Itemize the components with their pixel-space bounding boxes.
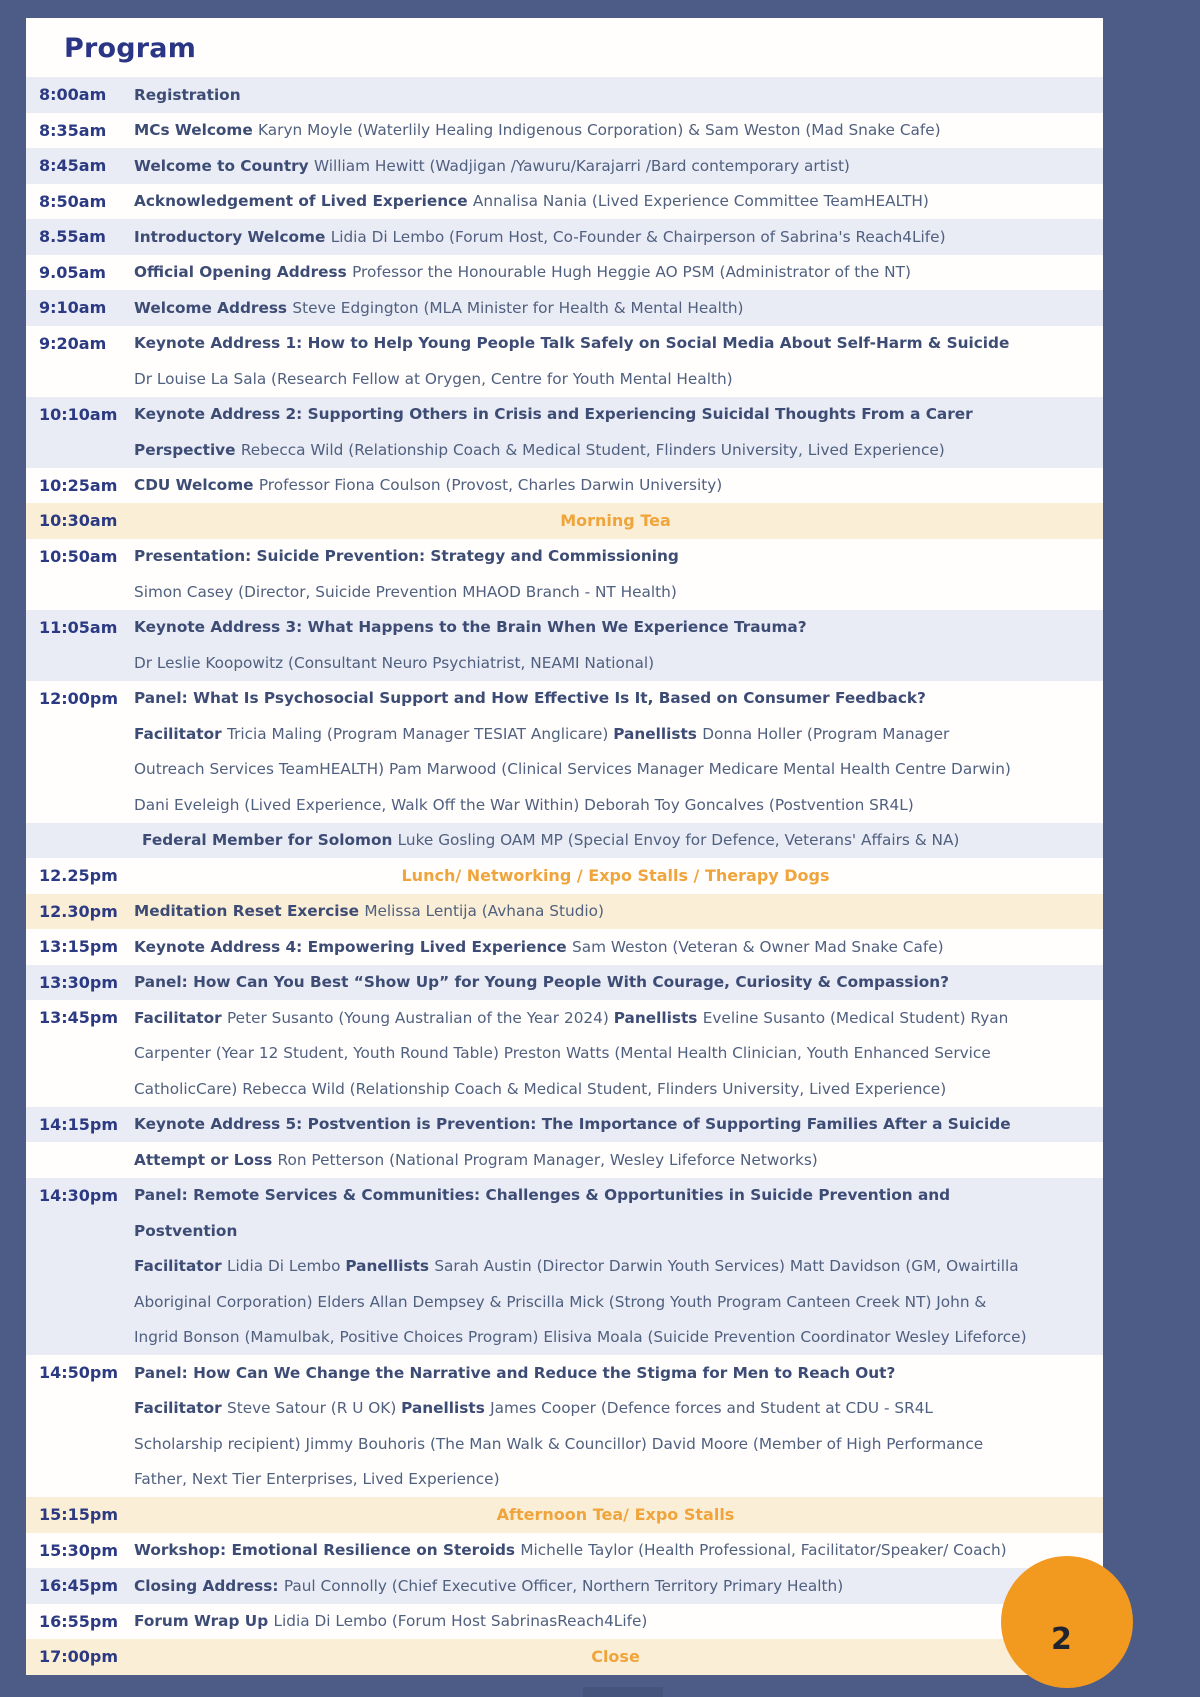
- event-text: [134, 618, 1103, 636]
- event-title: Panellists: [401, 1399, 491, 1418]
- event-text: [134, 157, 1103, 175]
- event-text: [134, 1577, 1103, 1595]
- program-line: [26, 894, 1103, 930]
- event-detail: Tricia Maling (Program Manager TESIAT Anglicare): [227, 724, 614, 743]
- event-title: Postvention: [134, 1221, 238, 1240]
- program-line: [26, 1036, 1103, 1072]
- event-text: [134, 86, 1103, 104]
- program-line: [26, 290, 1103, 326]
- event-detail: Professor Fiona Coulson (Provost, Charles Darwin University): [258, 476, 723, 495]
- break-label: Morning Tea: [560, 511, 671, 531]
- program-line: [26, 1249, 1103, 1285]
- event-text: [134, 1115, 1103, 1133]
- program-line: [26, 1284, 1103, 1320]
- event-text: [134, 831, 1103, 849]
- program-line: [26, 1000, 1103, 1036]
- program-line: [26, 1391, 1103, 1427]
- program-line: [26, 752, 1103, 788]
- event-detail: James Cooper (Defence forces and Student at CDU - SR4L: [490, 1399, 933, 1418]
- time-cell: 9:10am: [39, 298, 107, 318]
- program-line: [26, 1142, 1103, 1178]
- event-detail: Donna Holler (Program Manager: [702, 724, 950, 743]
- event-text: [134, 1435, 1103, 1453]
- event-text: [134, 1399, 1103, 1417]
- program-line: [26, 1213, 1103, 1249]
- program-line: [26, 823, 1103, 859]
- event-detail: Simon Casey (Director, Suicide Prevention MHAOD Branch - NT Health): [134, 582, 677, 601]
- event-title: Panel: What Is Psychosocial Support and How Effective Is It, Based on Consumer Feedback?: [134, 689, 926, 708]
- program-line: [26, 574, 1103, 610]
- program-line: [26, 1533, 1103, 1569]
- time-cell: 15:30pm: [39, 1540, 119, 1560]
- program-line: [26, 468, 1103, 504]
- time-cell: 11:05am: [39, 617, 118, 637]
- event-detail: Ron Petterson (National Program Manager, Wesley Lifeforce Networks): [277, 1150, 818, 1169]
- bottom-tab: [583, 1687, 663, 1697]
- program-table: [26, 77, 1103, 1675]
- program-line: [26, 1178, 1103, 1214]
- event-text: [134, 725, 1103, 743]
- break-label: Afternoon Tea/ Expo Stalls: [496, 1505, 735, 1525]
- event-title: Presentation: Suicide Prevention: Strategy and Commissioning: [134, 547, 679, 566]
- event-detail: Peter Susanto (Young Australian of the Year 2024): [227, 1008, 614, 1027]
- event-title: Workshop: Emotional Resilience on Steroids: [134, 1541, 521, 1560]
- event-title: Forum Wrap Up: [134, 1612, 274, 1631]
- program-line: [26, 219, 1103, 255]
- event-text: [134, 973, 1103, 991]
- event-title: Federal Member for Solomon: [142, 831, 398, 850]
- event-detail: Outreach Services TeamHEALTH) Pam Marwood (Clinical Services Manager Medicare Mental Health Centre Darwin): [134, 760, 1011, 779]
- program-line: [26, 184, 1103, 220]
- time-cell: 13:45pm: [39, 1008, 119, 1028]
- event-text: [134, 121, 1103, 139]
- program-line: [26, 929, 1103, 965]
- event-title: CDU Welcome: [134, 476, 259, 495]
- event-text: [134, 476, 1103, 494]
- program-line: [26, 1426, 1103, 1462]
- program-line: [26, 77, 1103, 113]
- event-text: [134, 1222, 1103, 1240]
- event-title: Closing Address:: [134, 1576, 284, 1595]
- program-line: [26, 1639, 1103, 1675]
- event-text: [134, 511, 1103, 530]
- time-cell: 9:20am: [39, 333, 107, 353]
- event-text: [134, 299, 1103, 317]
- program-line: [26, 539, 1103, 575]
- program-line: [26, 716, 1103, 752]
- event-title: Meditation Reset Exercise: [134, 902, 365, 921]
- event-text: [134, 1364, 1103, 1382]
- event-detail: Scholarship recipient) Jimmy Bouhoris (The Man Walk & Councillor) David Moore (Member of High Performance: [134, 1434, 984, 1453]
- time-cell: 16:45pm: [39, 1576, 119, 1596]
- event-title: Facilitator: [134, 1257, 227, 1276]
- program-line: [26, 965, 1103, 1001]
- time-cell: 13:30pm: [39, 972, 119, 992]
- event-text: [134, 1647, 1103, 1666]
- program-line: [26, 1320, 1103, 1356]
- event-detail: Melissa Lentija (Avhana Studio): [364, 902, 604, 921]
- event-title: Perspective: [134, 440, 241, 459]
- event-text: [134, 1328, 1103, 1346]
- event-text: [134, 1009, 1103, 1027]
- time-cell: 14:15pm: [39, 1114, 119, 1134]
- event-text: [134, 1612, 1103, 1630]
- event-detail: Eveline Susanto (Medical Student) Ryan: [702, 1008, 1009, 1027]
- event-detail: Ingrid Bonson (Mamulbak, Positive Choices Program) Elisiva Moala (Suicide Prevention Coordinator Wesley Lifeforce): [134, 1328, 1027, 1347]
- event-title: Keynote Address 4: Empowering Lived Experience: [134, 937, 573, 956]
- event-title: Welcome to Country: [134, 156, 314, 175]
- event-title: Panel: How Can We Change the Narrative and Reduce the Stigma for Men to Reach Out?: [134, 1363, 896, 1382]
- event-detail: Carpenter (Year 12 Student, Youth Round Table) Preston Watts (Mental Health Clinician, Youth Enhanced Service: [134, 1044, 991, 1063]
- page-number-badge: [1001, 1556, 1133, 1688]
- program-line: [26, 397, 1103, 433]
- event-title: Panellists: [613, 1008, 703, 1027]
- program-line: [26, 1568, 1103, 1604]
- event-detail: Father, Next Tier Enterprises, Lived Experience): [134, 1470, 500, 1489]
- event-detail: Luke Gosling OAM MP (Special Envoy for Defence, Veterans' Affairs & NA): [397, 831, 960, 850]
- program-line: [26, 610, 1103, 646]
- program-line: [26, 1497, 1103, 1533]
- event-detail: Rebecca Wild (Relationship Coach & Medical Student, Flinders University, Lived Experience): [240, 440, 945, 459]
- event-detail: Lidia Di Lembo (Forum Host, Co-Founder & Chairperson of Sabrina's Reach4Life): [330, 227, 946, 246]
- time-cell: 8:45am: [39, 156, 107, 176]
- event-detail: Sarah Austin (Director Darwin Youth Services) Matt Davidson (GM, Owairtilla: [434, 1257, 1019, 1276]
- time-cell: 8.55am: [39, 227, 106, 247]
- page-title: Program: [64, 33, 197, 64]
- event-detail: Aboriginal Corporation) Elders Allan Dempsey & Priscilla Mick (Strong Youth Program Canteen Creek NT) John &: [134, 1292, 987, 1311]
- event-title: Attempt or Loss: [134, 1150, 278, 1169]
- time-cell: 14:50pm: [39, 1363, 119, 1383]
- program-line: [26, 1462, 1103, 1498]
- time-cell: 17:00pm: [39, 1647, 119, 1667]
- event-text: [134, 1044, 1103, 1062]
- event-text: [134, 1080, 1103, 1098]
- event-text: [134, 547, 1103, 565]
- event-title: Official Opening Address: [134, 263, 353, 282]
- event-title: Keynote Address 2: Supporting Others in Crisis and Experiencing Suicidal Thoughts From a Carer: [134, 405, 973, 424]
- program-line: [26, 148, 1103, 184]
- event-detail: Sam Weston (Veteran & Owner Mad Snake Cafe): [572, 937, 944, 956]
- event-title: Panel: Remote Services & Communities: Challenges & Opportunities in Suicide Prevention and: [134, 1186, 951, 1205]
- event-text: [134, 1293, 1103, 1311]
- time-cell: 12.30pm: [39, 901, 118, 921]
- program-line: [26, 361, 1103, 397]
- time-cell: 14:30pm: [39, 1185, 119, 1205]
- event-text: [134, 192, 1103, 210]
- event-detail: CatholicCare) Rebecca Wild (Relationship Coach & Medical Student, Flinders University, Lived Experience): [134, 1079, 947, 1098]
- program-line: [26, 432, 1103, 468]
- program-line: [26, 681, 1103, 717]
- event-text: [134, 1257, 1103, 1275]
- time-cell: 8:00am: [39, 85, 107, 105]
- event-text: [134, 583, 1103, 601]
- time-cell: 8:50am: [39, 191, 107, 211]
- event-title: Facilitator: [134, 1399, 227, 1418]
- program-page: [26, 18, 1103, 1665]
- event-title: Facilitator: [134, 1008, 227, 1027]
- event-text: [134, 441, 1103, 459]
- event-text: [134, 938, 1103, 956]
- event-text: [134, 1505, 1103, 1524]
- time-cell: 10:50am: [39, 546, 118, 566]
- program-line: [26, 113, 1103, 149]
- event-detail: Karyn Moyle (Waterlily Healing Indigenous Corporation) & Sam Weston (Mad Snake Cafe): [258, 121, 941, 140]
- time-cell: 15:15pm: [39, 1505, 119, 1525]
- event-detail: Michelle Taylor (Health Professional, Facilitator/Speaker/ Coach): [520, 1541, 1007, 1560]
- event-text: [134, 654, 1103, 672]
- event-detail: Paul Connolly (Chief Executive Officer, Northern Territory Primary Health): [283, 1576, 844, 1595]
- program-line: [26, 503, 1103, 539]
- event-text: [134, 1470, 1103, 1488]
- event-detail: Steve Edgington (MLA Minister for Health & Mental Health): [292, 298, 744, 317]
- page-number: 2: [1051, 1622, 1072, 1657]
- event-title: Keynote Address 1: How to Help Young People Talk Safely on Social Media About Self-Harm & Suicide: [134, 334, 1010, 353]
- event-title: Acknowledgement of Lived Experience: [134, 192, 473, 211]
- event-text: [134, 796, 1103, 814]
- event-detail: Dr Leslie Koopowitz (Consultant Neuro Psychiatrist, NEAMI National): [134, 653, 655, 672]
- event-text: [134, 334, 1103, 352]
- event-detail: Dr Louise La Sala (Research Fellow at Orygen, Centre for Youth Mental Health): [134, 369, 733, 388]
- program-line: [26, 1355, 1103, 1391]
- time-cell: 10:25am: [39, 475, 118, 495]
- program-line: [26, 645, 1103, 681]
- event-text: [134, 1151, 1103, 1169]
- time-cell: 9.05am: [39, 262, 106, 282]
- event-text: [134, 689, 1103, 707]
- program-line: [26, 326, 1103, 362]
- event-title: Panellists: [345, 1257, 435, 1276]
- event-text: [134, 760, 1103, 778]
- time-cell: 10:10am: [39, 404, 118, 424]
- event-title: Introductory Welcome: [134, 227, 331, 246]
- time-cell: 12:00pm: [39, 688, 119, 708]
- program-line: [26, 1604, 1103, 1640]
- program-line: [26, 1071, 1103, 1107]
- event-text: [134, 263, 1103, 281]
- event-detail: Lidia Di Lembo (Forum Host SabrinasReach4Life): [273, 1612, 648, 1631]
- event-title: Keynote Address 5: Postvention is Prevention: The Importance of Supporting Families After a Suicide: [134, 1115, 1011, 1134]
- event-text: [134, 902, 1103, 920]
- event-title: Panel: How Can You Best “Show Up” for Young People With Courage, Curiosity & Compassion?: [134, 973, 950, 992]
- event-text: [134, 1186, 1103, 1204]
- event-title: Keynote Address 3: What Happens to the Brain When We Experience Trauma?: [134, 618, 807, 637]
- event-title: Panellists: [613, 724, 703, 743]
- event-detail: Annalisa Nania (Lived Experience Committee TeamHEALTH): [472, 192, 929, 211]
- time-cell: 13:15pm: [39, 937, 119, 957]
- event-title: Facilitator: [134, 724, 227, 743]
- program-line: [26, 255, 1103, 291]
- break-label: Lunch/ Networking / Expo Stalls / Therapy Dogs: [401, 866, 830, 886]
- program-line: [26, 858, 1103, 894]
- time-cell: 10:30am: [39, 511, 118, 531]
- event-detail: Steve Satour (R U OK): [227, 1399, 402, 1418]
- break-label: Close: [591, 1647, 640, 1667]
- event-title: MCs Welcome: [134, 121, 259, 140]
- event-title: Welcome Address: [134, 298, 293, 317]
- event-text: [134, 228, 1103, 246]
- event-title: Registration: [134, 85, 241, 104]
- time-cell: 8:35am: [39, 120, 107, 140]
- event-detail: Professor the Honourable Hugh Heggie AO PSM (Administrator of the NT): [352, 263, 911, 282]
- event-text: [134, 370, 1103, 388]
- time-cell: 16:55pm: [39, 1611, 119, 1631]
- event-text: [134, 1541, 1103, 1559]
- event-text: [134, 405, 1103, 423]
- program-line: [26, 787, 1103, 823]
- time-cell: 12.25pm: [39, 866, 118, 886]
- event-detail: Lidia Di Lembo: [227, 1257, 346, 1276]
- event-text: [134, 866, 1103, 885]
- event-detail: William Hewitt (Wadjigan /Yawuru/Karajarri /Bard contemporary artist): [313, 156, 850, 175]
- program-line: [26, 1107, 1103, 1143]
- event-detail: Dani Eveleigh (Lived Experience, Walk Off the War Within) Deborah Toy Goncalves (Postvention SR4L): [134, 795, 914, 814]
